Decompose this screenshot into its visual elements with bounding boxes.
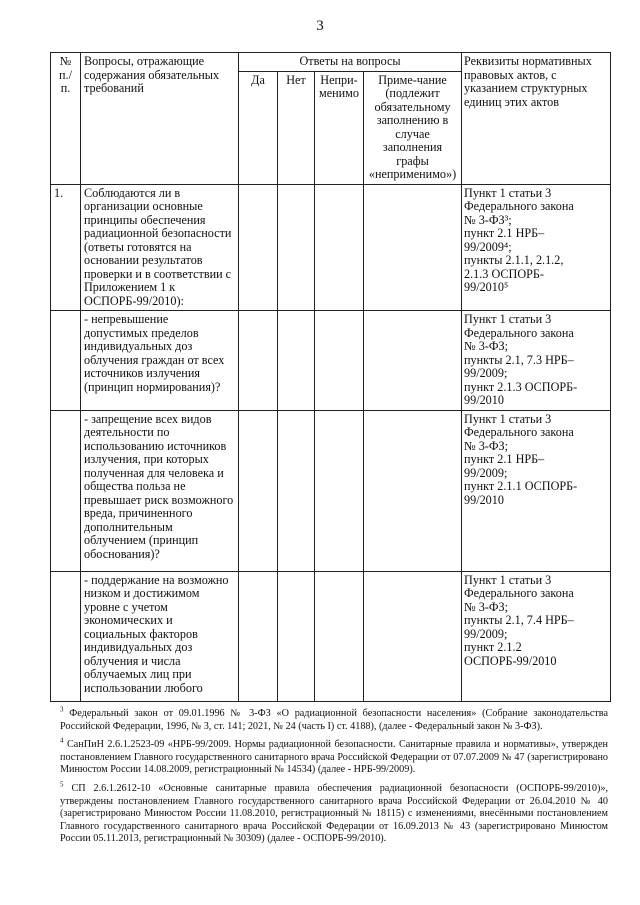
requisites-text: Пункт 1 статьи 3 Федерального закона № 3-ФЗ; пункт 2.1 НРБ– 99/2009; пункт 2.1.1 ОСПОРБ- 99/2010: [464, 411, 578, 507]
answer-yes-cell[interactable]: [239, 571, 278, 701]
question-cell: Соблюдаются ли в организации основные принципы обеспечения радиационной безопасности (ответы готовятся на основании результатов проверки и в соответствии с Приложением 1 к ОСПОРБ-99/2010):: [81, 184, 239, 311]
answer-note-cell[interactable]: [364, 410, 462, 571]
footnote-mark: 3: [60, 705, 64, 714]
col-header-number: № п./ п.: [51, 53, 81, 185]
checklist-table: [50, 52, 611, 702]
footnote-text: СанПиН 2.6.1.2523-09 «НРБ-99/2009. Нормы радиационной безопасности. Санитарные правила и нормативы», утвержден постановлением Главного государственного санитарного врача Российской Федерации от 07.07.2009 № 47 (зарегистрировано Минюстом России 14.08.2009, регистрационный № 14534) (далее - НРБ-99/2009).: [60, 739, 608, 776]
col-header-question: Вопросы, отражающие содержания обязательных требований: [81, 53, 239, 185]
answer-not-applicable-cell[interactable]: [315, 311, 364, 411]
answer-yes-cell[interactable]: [239, 184, 278, 311]
footnote-text: Федеральный закон от 09.01.1996 № 3-ФЗ «О радиационной безопасности населения» (Собрание законодательства Российской Федерации, 1996, № 3, ст. 141; 2021, № 24 (часть I) ст. 4188), (далее - Федеральный закон № 3-ФЗ).: [60, 708, 608, 732]
answer-no-cell[interactable]: [278, 571, 315, 701]
footnote-mark: 4: [60, 736, 64, 745]
answer-yes-cell[interactable]: [239, 311, 278, 411]
footnote: [60, 736, 608, 777]
requisites-cell: [462, 410, 611, 571]
col-header-yes: Да: [239, 71, 278, 184]
requisites-cell: [462, 184, 611, 311]
answer-not-applicable-cell[interactable]: [315, 571, 364, 701]
question-cell: - непревышение допустимых пределов индивидуальных доз облучения граждан от всех источников излучения (принцип нормирования)?: [81, 311, 239, 411]
requisites-text: Пункт 1 статьи 3 Федерального закона № 3-ФЗ³; пункт 2.1 НРБ– 99/2009⁴; пункты 2.1.1, 2.1.2, 2.1.3 ОСПОРБ- 99/2010⁵: [464, 185, 574, 294]
row-number: [51, 410, 81, 571]
col-header-not-applicable: Непри-менимо: [315, 71, 364, 184]
answer-note-cell[interactable]: [364, 311, 462, 411]
answer-not-applicable-cell[interactable]: [315, 410, 364, 571]
requisites-cell: [462, 571, 611, 701]
footnote-divider: [142, 701, 482, 702]
footnote: [60, 705, 608, 733]
page-number: 3: [316, 18, 324, 34]
col-header-note: Приме-чание (подлежит обязательному заполнению в случае заполнения графы «неприменимо»): [364, 71, 462, 184]
footnote-mark: 5: [60, 780, 64, 789]
answer-note-cell[interactable]: [364, 184, 462, 311]
question-cell: - поддержание на возможно низком и достижимом уровне с учетом экономических и социальных факторов индивидуальных доз облучения и числа облучаемых лиц при использовании любого: [81, 571, 239, 701]
col-header-requisites: Реквизиты нормативных правовых актов, с указанием структурных единиц этих актов: [462, 53, 611, 185]
answer-no-cell[interactable]: [278, 410, 315, 571]
answer-no-cell[interactable]: [278, 184, 315, 311]
row-number: 1.: [51, 184, 81, 311]
requisites-text: Пункт 1 статьи 3 Федерального закона № 3-ФЗ; пункты 2.1, 7.3 НРБ– 99/2009; пункт 2.1.3 ОСПОРБ- 99/2010: [464, 312, 578, 407]
header-row-top: [51, 53, 611, 72]
requisites-cell: [462, 311, 611, 411]
answer-yes-cell[interactable]: [239, 410, 278, 571]
answer-not-applicable-cell[interactable]: [315, 184, 364, 311]
col-header-answers: Ответы на вопросы: [239, 53, 462, 72]
requisites-text: Пункт 1 статьи 3 Федерального закона № 3-ФЗ; пункты 2.1, 7.4 НРБ– 99/2009; пункт 2.1.2 ОСПОРБ-99/2010: [464, 572, 574, 668]
row-number: [51, 571, 81, 701]
table-row: [51, 571, 611, 701]
footnote: [60, 780, 608, 846]
table-row: [51, 184, 611, 311]
footnotes: [60, 701, 608, 852]
answer-no-cell[interactable]: [278, 311, 315, 411]
col-header-no: Нет: [278, 71, 315, 184]
question-cell: - запрещение всех видов деятельности по использованию источников излучения, при которых полученная для человека и общества польза не превышает риск возможного вреда, причиненного дополнительным облучением (принцип обоснования)?: [81, 410, 239, 571]
table-row: [51, 410, 611, 571]
answer-note-cell[interactable]: [364, 571, 462, 701]
row-number: [51, 311, 81, 411]
table-row: [51, 311, 611, 411]
footnote-text: СП 2.6.1.2612-10 «Основные санитарные правила обеспечения радиационной безопасности (ОСПОРБ-99/2010)», утверждены постановлением Главного государственного санитарного врача Российской Федерации от 26.04.2010 № 40 (зарегистрировано Минюстом России 11.08.2010, регистрационный № 18115) с изменениями, внесёнными постановлением Главного государственного санитарного врача Российской Федерации от 16.09.2013 № 43 (зарегистрировано Минюстом России 05.11.2013, регистрационный № 30309) (далее - ОСПОРБ-99/2010).: [60, 782, 608, 845]
